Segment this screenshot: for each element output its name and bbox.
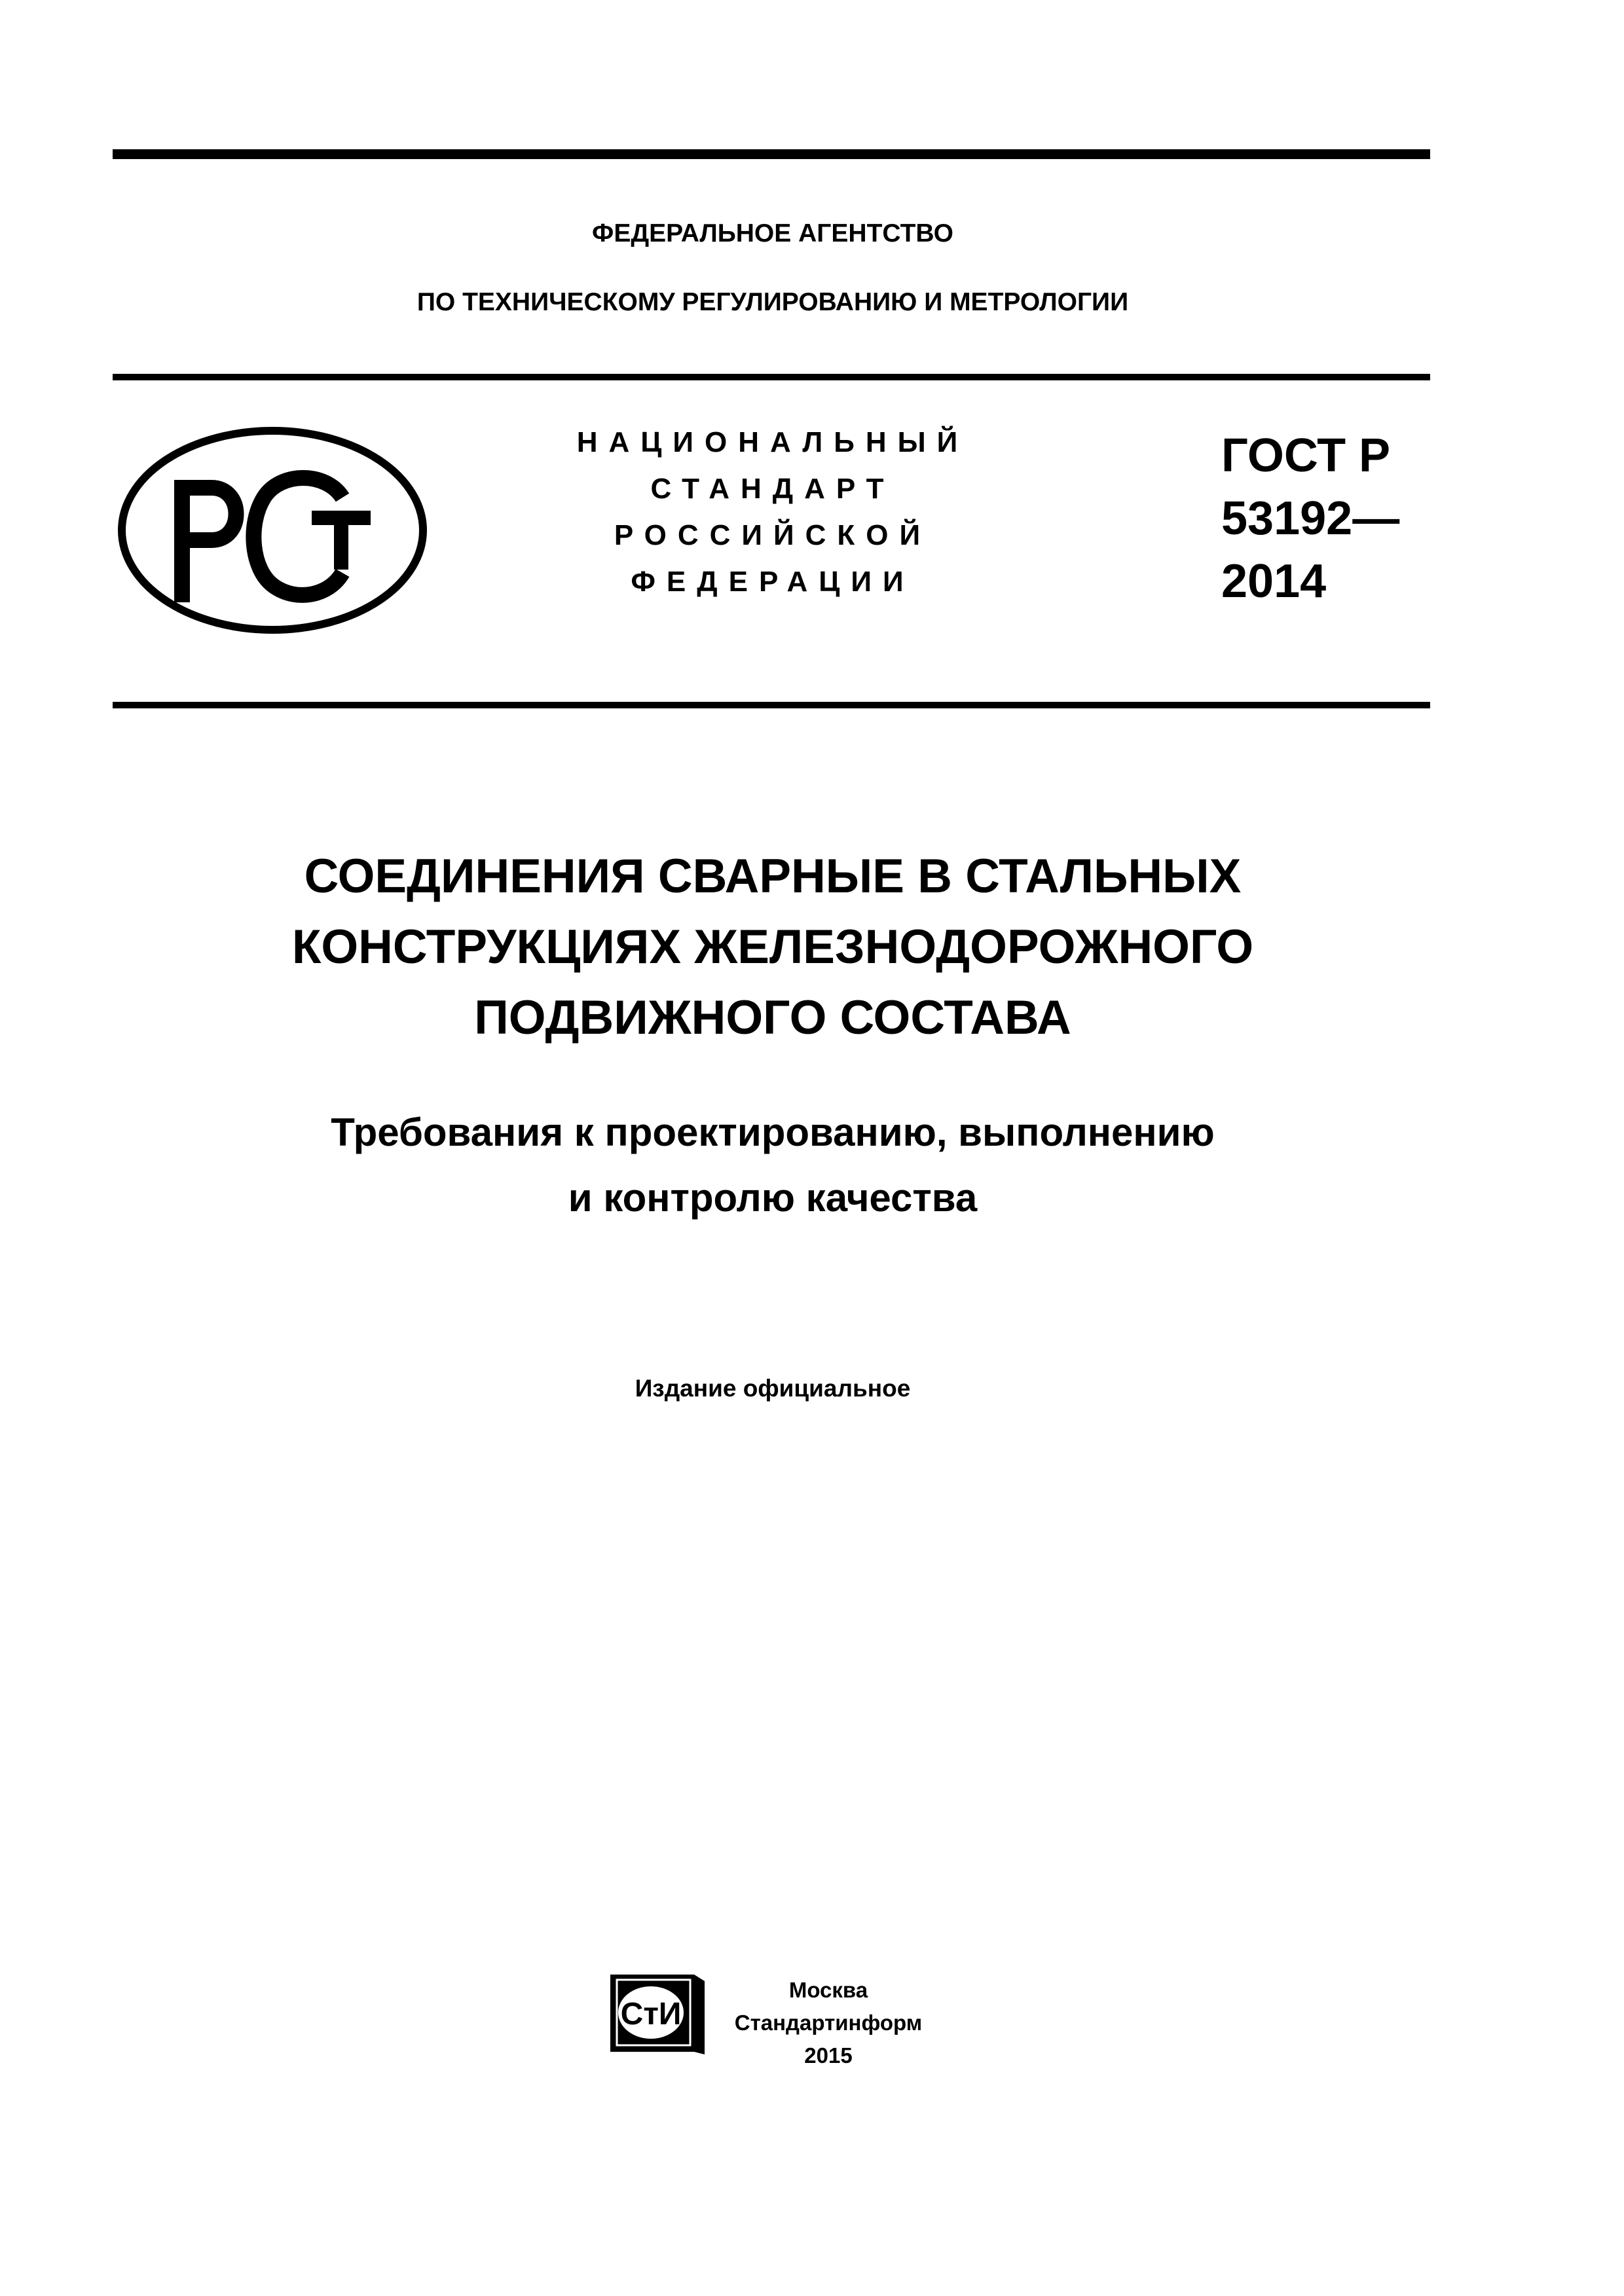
document-title	[0, 841, 1545, 1053]
title-line: СОЕДИНЕНИЯ СВАРНЫЕ В СТАЛЬНЫХ	[304, 850, 1242, 903]
imprint	[707, 1974, 950, 2072]
title-rule	[113, 702, 1430, 708]
national-line: РОССИЙСКОЙ	[614, 519, 932, 551]
rst-gost-mark-icon	[117, 426, 428, 635]
designation-line: ГОСТ Р	[1221, 429, 1391, 482]
agency-line-1: ФЕДЕРАЛЬНОЕ АГЕНТСТВО	[592, 219, 953, 247]
header-rule	[113, 374, 1430, 380]
imprint-year: 2015	[804, 2043, 853, 2068]
standard-designation	[1221, 424, 1399, 613]
standartinform-logo-icon	[608, 1972, 707, 2056]
top-rule	[113, 149, 1430, 159]
designation-line: 53192—	[1221, 492, 1400, 545]
national-line: СТАНДАРТ	[650, 473, 895, 505]
imprint-publisher: Стандартинформ	[734, 2011, 923, 2035]
imprint-city: Москва	[788, 1978, 868, 2002]
national-line: НАЦИОНАЛЬНЫЙ	[576, 426, 969, 458]
edition-label: Издание официальное	[635, 1375, 911, 1402]
national-line: ФЕДЕРАЦИИ	[631, 566, 915, 598]
national-standard-label	[524, 419, 1022, 605]
document-subtitle	[0, 1100, 1545, 1231]
subtitle-line: Требования к проектированию, выполнению	[331, 1110, 1215, 1154]
designation-line: 2014	[1221, 555, 1327, 608]
agency-line-2: ПО ТЕХНИЧЕСКОМУ РЕГУЛИРОВАНИЮ И МЕТРОЛОГИИ	[416, 288, 1129, 316]
title-line: КОНСТРУКЦИЯХ ЖЕЛЕЗНОДОРОЖНОГО	[291, 920, 1254, 974]
title-line: ПОДВИЖНОГО СОСТАВА	[474, 991, 1071, 1044]
logo-text: СтИ	[620, 1997, 682, 2032]
subtitle-line: и контролю качества	[568, 1176, 978, 1220]
